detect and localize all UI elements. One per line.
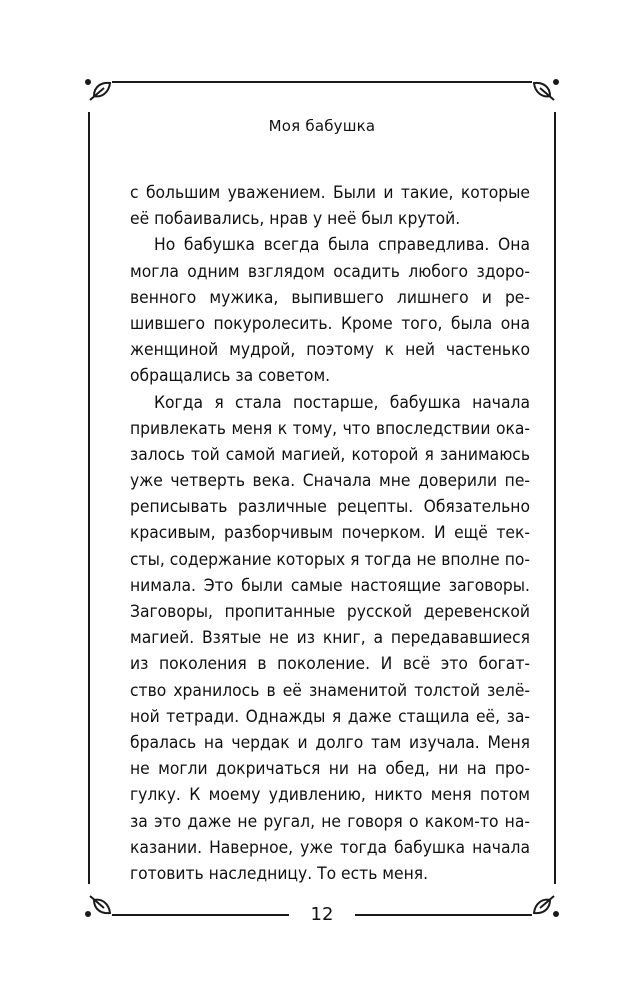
text-line: уже четверть века. Сначала мне доверили пе- [130,471,530,492]
text-line: привлекать меня к тому, что впоследствии ока- [130,418,530,439]
text-line: шившего покуролесить. Кроме того, была она [130,313,530,334]
text-line: за это даже не ругал, не говоря о каком-то на- [130,811,530,832]
text-line: Заговоры, пропитанные русской деревенской [130,602,530,622]
text-line: её побаивались, нрав у неё был крутой. [130,209,461,230]
text-line: бралась на чердак и долго там изучала. Меня [130,732,530,753]
corner-ornament-top-right-icon [524,70,568,114]
text-line: магией. Взятые не из книг, а передававшиеся [130,628,530,649]
text-line: гулку. К моему удивлению, никто меня потом [130,785,530,806]
text-line: женщиной мудрой, поэтому к ней частенько [130,340,530,361]
text-line: из поколения в поколение. И всё это богат- [130,654,530,675]
text-line: Но бабушка всегда была справедлива. Она [154,235,530,256]
text-line: Когда я стала постарше, бабушка начала [154,392,530,413]
text-line: красивым, разборчивым почерком. И ещё тек- [130,523,530,544]
text-line: реписывать различные рецепты. Обязательно [130,497,530,518]
text-line: нимала. Это были самые настоящие заговоры. [130,575,530,596]
text-line: залось той самой магией, которой я занимаюсь [130,444,530,465]
page-number-label: 12 [289,904,356,925]
page-number [0,904,644,926]
text-line: венного мужика, выпившего лишнего и ре- [130,287,530,308]
frame-left-line [88,112,90,884]
text-line: казании. Наверное, уже тогда бабушка начала [130,837,530,858]
body-text [130,180,530,887]
text-line: с большим уважением. Были и такие, которые [130,183,530,203]
text-line: готовить наследницу. То есть меня. [130,863,429,884]
text-line: ной тетради. Однажды я даже стащила её, за- [130,706,530,727]
frame-right-line [554,112,556,884]
text-line: обращались за советом. [130,366,331,387]
running-head: Моя бабушка [268,117,376,135]
frame-top-line [112,81,532,83]
text-line: могла одним взглядом осадить любого здоро- [130,261,530,282]
corner-ornament-top-left-icon [76,70,120,114]
text-line: сты, содержание которых я тогда не вполне по- [130,549,530,570]
text-line: ство хранилось в её знаменитой толстой зелё- [130,680,530,701]
text-line: не могли докричаться ни на обед, ни на про- [130,759,530,780]
